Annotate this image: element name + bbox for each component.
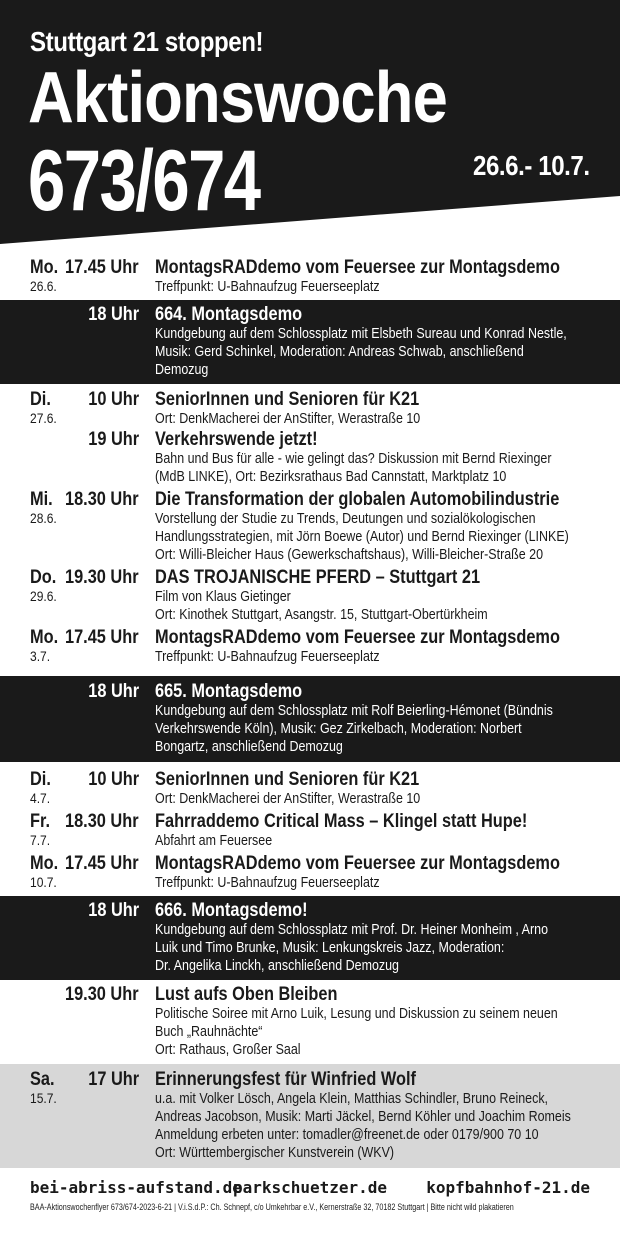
header-date-range: 26.6.- 10.7.: [473, 150, 590, 181]
event-content: [155, 812, 610, 850]
event-time: 10 Uhr: [88, 389, 139, 410]
event-content: [155, 430, 610, 486]
event-detail: Musik: Gerd Schinkel, Moderation: Andreas Schwab, anschließend: [155, 344, 524, 360]
event-detail: (MdB LINKE), Ort: Bezirksrathaus Bad Cannstatt, Marktplatz 10: [155, 469, 507, 485]
event-time: 19 Uhr: [88, 429, 139, 450]
header-title: Aktionswoche: [28, 58, 447, 138]
event-date: 27.6.: [30, 410, 57, 426]
event-title: MontagsRADdemo vom Feuersee zur Montagsdemo: [155, 853, 560, 874]
event-content: [155, 682, 610, 756]
event-detail: Dr. Angelika Linckh, anschließend Demozug: [155, 958, 399, 974]
event-detail: Bahn und Bus für alle - wie gelingt das? Diskussion mit Bernd Riexinger: [155, 451, 552, 467]
event-detail: Ort: Willi-Bleicher Haus (Gewerkschaftshaus), Willi-Bleicher-Straße 20: [155, 547, 544, 563]
event-block-dark: [0, 676, 620, 762]
event-time: 17.45 Uhr: [65, 627, 139, 648]
event-time: 19.30 Uhr: [65, 567, 139, 588]
event-title: Lust aufs Oben Bleiben: [155, 984, 338, 1005]
event-day: Fr.: [30, 811, 50, 832]
event-detail: Verkehrswende Köln), Musik: Gez Zirkelbach, Moderation: Norbert: [155, 721, 522, 737]
footer-link-bei-abriss-aufstand[interactable]: bei-abriss-aufstand.de: [30, 1178, 242, 1197]
event-content: [155, 985, 610, 1059]
event-day: Mo.: [30, 853, 59, 874]
event-detail: Bongartz, anschließend Demozug: [155, 739, 343, 755]
header-subtitle: Stuttgart 21 stoppen!: [30, 26, 264, 57]
event-detail: Ort: DenkMacherei der AnStifter, Werastraße 10: [155, 791, 421, 807]
event-title: 665. Montagsdemo: [155, 681, 303, 702]
event-content: [155, 901, 610, 975]
event-block: [0, 762, 620, 896]
event-time: 18 Uhr: [88, 681, 139, 702]
event-title: Fahrraddemo Critical Mass – Klingel statt Hupe!: [155, 811, 528, 832]
event-time: 18 Uhr: [88, 900, 139, 921]
event-detail: Treffpunkt: U-Bahnaufzug Feuerseeplatz: [155, 279, 380, 295]
event-content: [155, 568, 610, 624]
header: [0, 0, 620, 250]
event-title: Verkehrswende jetzt!: [155, 429, 318, 450]
event-detail: Vorstellung der Studie zu Trends, Deutungen und sozialökologischen: [155, 511, 536, 527]
event-block-gray: [0, 1064, 620, 1168]
event-time: 19.30 Uhr: [65, 984, 139, 1005]
event-detail: Politische Soiree mit Arno Luik, Lesung und Diskussion zu seinem neuen: [155, 1006, 558, 1022]
event-day: Di.: [30, 389, 51, 410]
event-detail: Buch „Rauhnächte“: [155, 1024, 263, 1040]
event-content: [155, 305, 610, 379]
event-day: Do.: [30, 567, 57, 588]
event-day: Mi.: [30, 489, 53, 510]
event-date: 7.7.: [30, 832, 51, 848]
event-time: 17.45 Uhr: [65, 257, 139, 278]
event-detail: Ort: Württembergischer Kunstverein (WKV): [155, 1145, 395, 1161]
footer-link-kopfbahnhof-21[interactable]: kopfbahnhof-21.de: [426, 1178, 590, 1197]
event-detail: Luik und Timo Brunke, Musik: Lenkungskreis Jazz, Moderation:: [155, 940, 505, 956]
event-detail: Ort: DenkMacherei der AnStifter, Werastraße 10: [155, 411, 421, 427]
event-block: [0, 384, 620, 676]
event-block: [0, 980, 620, 1064]
event-title: MontagsRADdemo vom Feuersee zur Montagsdemo: [155, 257, 560, 278]
event-date: 3.7.: [30, 648, 51, 664]
event-detail: Film von Klaus Gietinger: [155, 589, 291, 605]
event-content: [155, 490, 610, 564]
event-block-dark: [0, 300, 620, 384]
footer-imprint: BAA-Aktionswochenflyer 673/674-2023-6-21 | V.i.S.d.P.: Ch. Schnepf, c/o Umkehrbar e.V., Kernerstraße 32, 70182 Stuttgart | Bitte nicht wild plakatieren: [30, 1202, 514, 1212]
event-content: [155, 770, 610, 808]
event-time: 17 Uhr: [88, 1069, 139, 1090]
event-day: Di.: [30, 769, 51, 790]
event-title: Erinnerungsfest für Winfried Wolf: [155, 1069, 416, 1090]
event-detail: Treffpunkt: U-Bahnaufzug Feuerseeplatz: [155, 649, 380, 665]
event-detail: Ort: Kinothek Stuttgart, Asangstr. 15, Stuttgart-Obertürkheim: [155, 607, 488, 623]
event-title: Die Transformation der globalen Automobilindustrie: [155, 489, 560, 510]
header-number: 673/674: [28, 133, 260, 229]
event-detail: Kundgebung auf dem Schlossplatz mit Prof. Dr. Heiner Monheim , Arno: [155, 922, 549, 938]
event-time: 18.30 Uhr: [65, 811, 139, 832]
event-date: 15.7.: [30, 1090, 57, 1106]
event-content: [155, 1070, 610, 1162]
event-time: 18 Uhr: [88, 304, 139, 325]
event-date: 4.7.: [30, 790, 51, 806]
event-title: 664. Montagsdemo: [155, 304, 303, 325]
event-date: 28.6.: [30, 510, 57, 526]
event-block-dark: [0, 896, 620, 980]
event-detail: Anmeldung erbeten unter: tomadler@freenet.de oder 0179/900 70 10: [155, 1127, 539, 1143]
event-time: 10 Uhr: [88, 769, 139, 790]
event-content: [155, 628, 610, 666]
event-day: Mo.: [30, 627, 59, 648]
event-detail: Kundgebung auf dem Schlossplatz mit Rolf Beierling-Hémonet (Bündnis: [155, 703, 553, 719]
event-block: [0, 252, 620, 300]
event-detail: Handlungsstrategien, mit Jörn Boewe (Autor) und Bernd Riexinger (LINKE): [155, 529, 569, 545]
event-time: 17.45 Uhr: [65, 853, 139, 874]
event-detail: u.a. mit Volker Lösch, Angela Klein, Matthias Schindler, Bruno Reineck,: [155, 1091, 549, 1107]
event-content: [155, 258, 610, 296]
event-title: SeniorInnen und Senioren für K21: [155, 769, 420, 790]
event-date: 29.6.: [30, 588, 57, 604]
event-list: [0, 252, 620, 1168]
event-detail: Ort: Rathaus, Großer Saal: [155, 1042, 301, 1058]
event-day: Sa.: [30, 1069, 55, 1090]
event-title: DAS TROJANISCHE PFERD – Stuttgart 21: [155, 567, 481, 588]
footer-link-parkschuetzer[interactable]: parkschuetzer.de: [232, 1178, 388, 1197]
event-content: [155, 390, 610, 428]
event-title: SeniorInnen und Senioren für K21: [155, 389, 420, 410]
event-detail: Kundgebung auf dem Schlossplatz mit Elsbeth Sureau und Konrad Nestle,: [155, 326, 567, 342]
event-title: MontagsRADdemo vom Feuersee zur Montagsdemo: [155, 627, 560, 648]
event-detail: Demozug: [155, 362, 209, 378]
event-time: 18.30 Uhr: [65, 489, 139, 510]
event-date: 10.7.: [30, 874, 57, 890]
event-title: 666. Montagsdemo!: [155, 900, 308, 921]
event-date: 26.6.: [30, 278, 57, 294]
event-content: [155, 854, 610, 892]
event-day: Mo.: [30, 257, 59, 278]
event-detail: Andreas Jacobson, Musik: Marti Jäckel, Bernd Köhler und Joachim Romeis: [155, 1109, 571, 1125]
event-detail: Abfahrt am Feuersee: [155, 833, 273, 849]
footer: [0, 1174, 620, 1240]
event-detail: Treffpunkt: U-Bahnaufzug Feuerseeplatz: [155, 875, 380, 891]
